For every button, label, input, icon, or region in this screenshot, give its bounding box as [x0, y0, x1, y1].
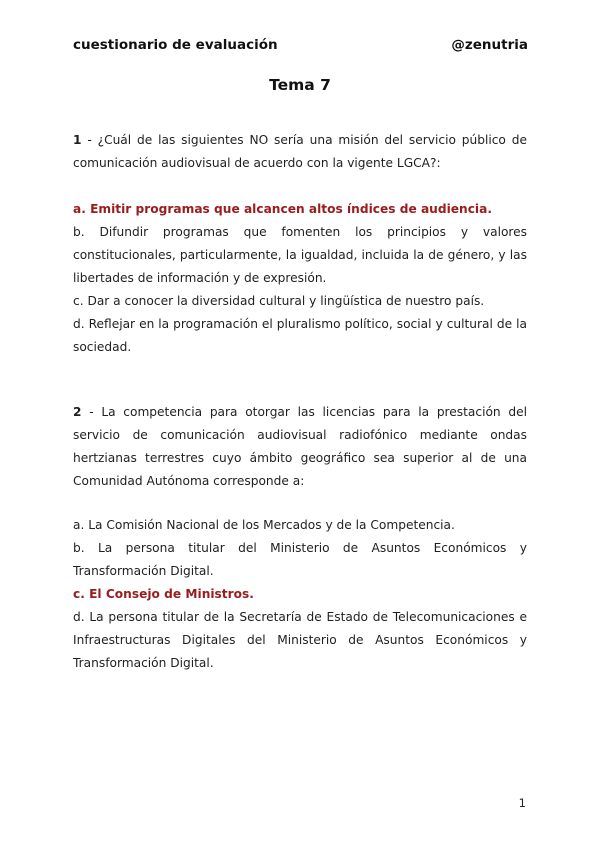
page-number: 1	[518, 796, 526, 810]
page-title: Tema 7	[269, 76, 331, 94]
question-1-stem	[73, 129, 527, 175]
question-2-stem	[73, 401, 527, 493]
question-separator: -	[81, 405, 102, 419]
answer-option-correct: c. El Consejo de Ministros.	[73, 587, 254, 601]
answer-option: c. Dar a conocer la diversidad cultural y lingüística de nuestro país.	[73, 294, 485, 308]
answer-option: b. Difundir programas que fomenten los principios y valores constitucionales, particularmente, la igualdad, incluida la de género, y las libertades de información y de expresión.	[73, 225, 527, 285]
document-header-title: cuestionario de evaluación	[73, 37, 278, 53]
answer-option: b. La persona titular del Ministerio de Asuntos Económicos y Transformación Digital.	[73, 541, 527, 578]
answer-option: d. La persona titular de la Secretaría de Estado de Telecomunicaciones e Infraestructuras Digitales del Ministerio de Asuntos Económicos y Transformación Digital.	[73, 610, 527, 670]
answer-option-correct: a. Emitir programas que alcancen altos índices de audiencia.	[73, 202, 492, 216]
question-2-options	[73, 514, 527, 675]
question-number: 2	[73, 405, 82, 419]
question-1-options	[73, 198, 527, 359]
author-handle: @zenutria	[451, 37, 528, 53]
answer-option: a. La Comisión Nacional de los Mercados y de la Competencia.	[73, 518, 455, 532]
question-text: ¿Cuál de las siguientes NO sería una misión del servicio público de comunicación audiovisual de acuerdo con la vigente LGCA?:	[73, 133, 527, 170]
question-number: 1	[73, 133, 82, 147]
question-text: La competencia para otorgar las licencias para la prestación del servicio de comunicación audiovisual radiofónico mediante ondas hertzianas terrestres cuyo ámbito geográfico sea superior al de una Comunidad Autónoma corresponde a:	[73, 405, 527, 488]
question-separator: -	[81, 133, 98, 147]
answer-option: d. Reflejar en la programación el pluralismo político, social y cultural de la sociedad.	[73, 317, 527, 354]
